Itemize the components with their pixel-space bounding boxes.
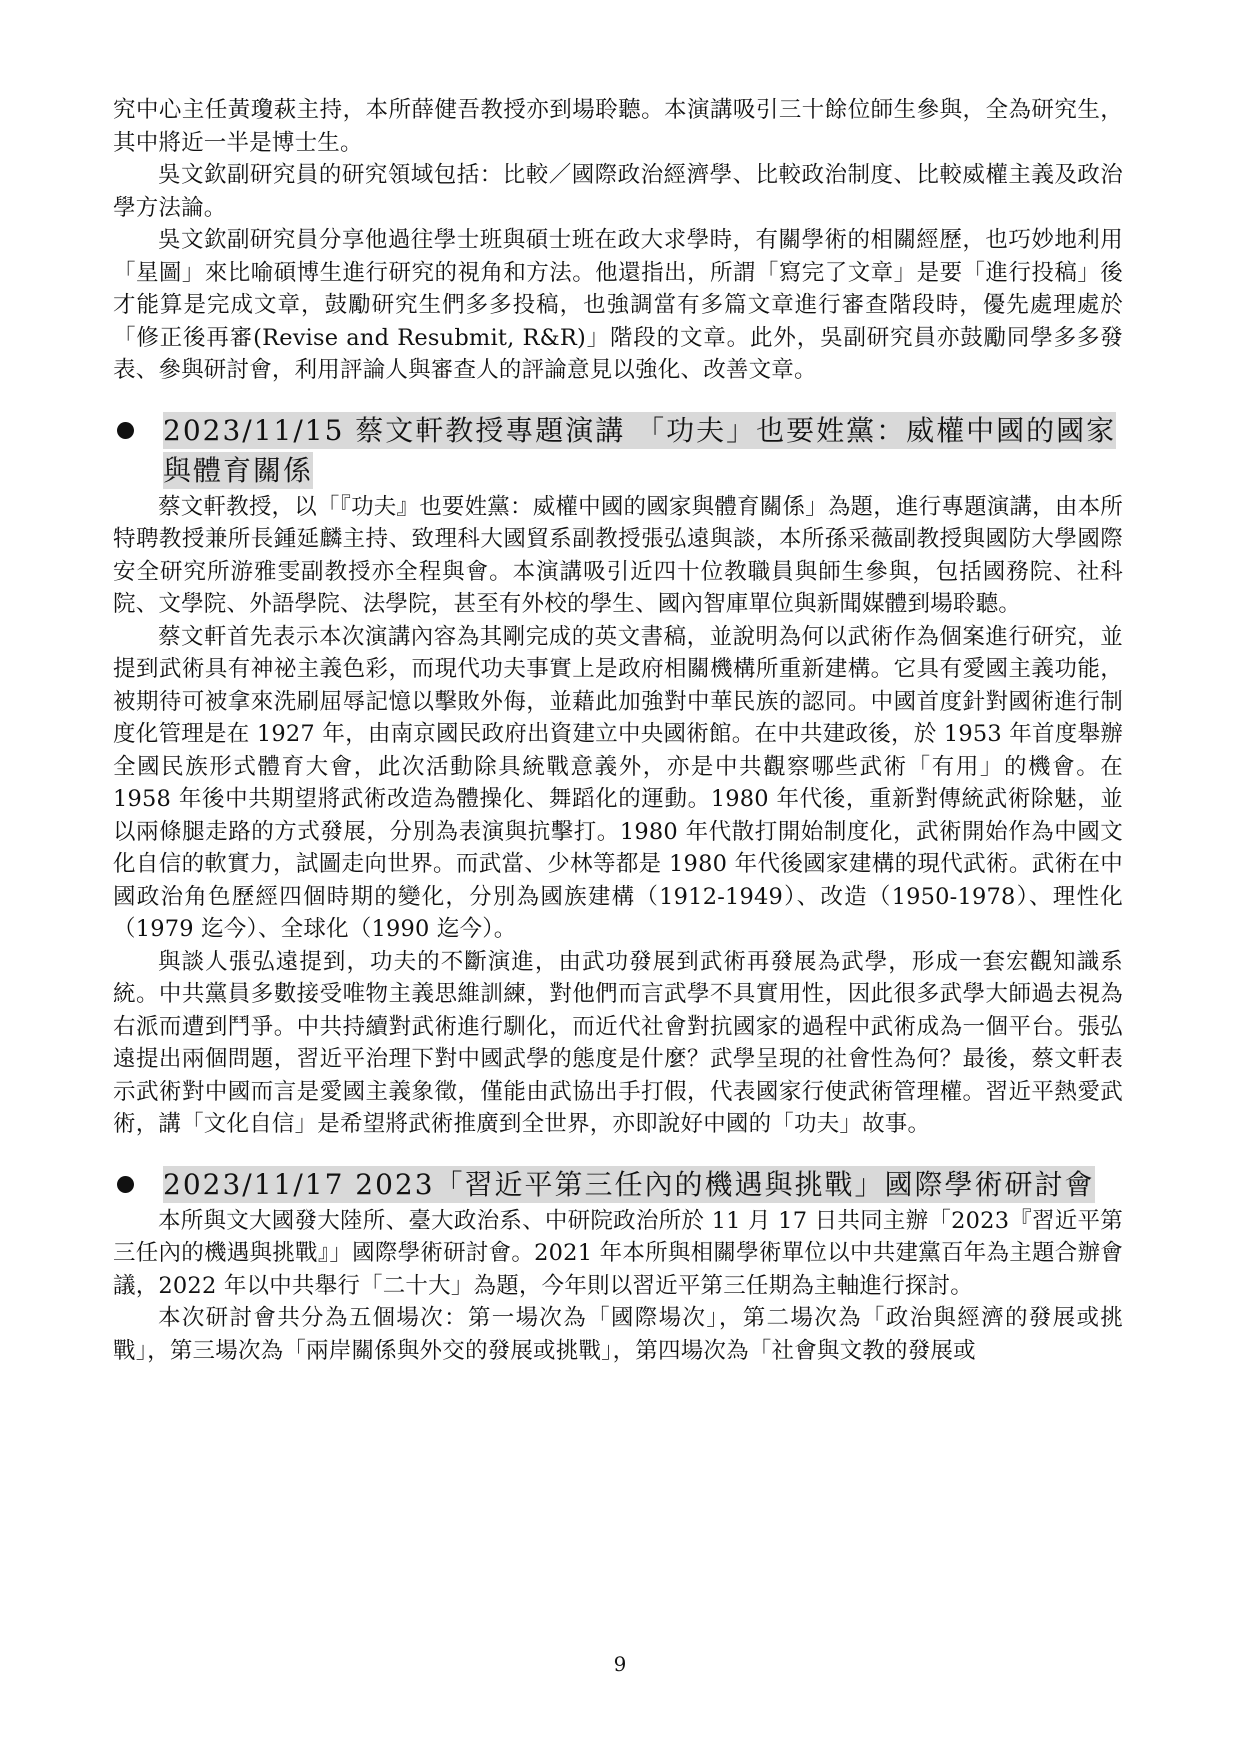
paragraph: 吳文欽副研究員的研究領域包括：比較／國際政治經濟學、比較政治制度、比較威權主義及政治學方法論。	[113, 162, 1123, 221]
paragraph: 吳文欽副研究員分享他過往學士班與碩士班在政大求學時，有關學術的相關經歷，也巧妙地利用「星圖」來比喻碩博生進行研究的視角和方法。他還指出，所謂「寫完了文章」是要「進行投稿」後才能算是完成文章，鼓勵研究生們多多投稿，也強調當有多篇文章進行審查階段時，優先處理處於「修正後再審(Revise and Resubmit, R&R)」階段的文章。此外，吳副研究員亦鼓勵同學多多發表、參與研討會，利用評論人與審查人的評論意見以強化、改善文章。	[113, 227, 1123, 383]
section-conference	[113, 1165, 1123, 1368]
page-number: 9	[613, 1652, 627, 1676]
paragraph: 本次研討會共分為五個場次：第一場次為「國際場次」，第二場次為「政治與經濟的發展或挑戰」，第三場次為「兩岸關係與外交的發展或挑戰」，第四場次為「社會與文教的發展或	[113, 1305, 1123, 1364]
paragraph: 與談人張弘遠提到，功夫的不斷演進，由武功發展到武術再發展為武學，形成一套宏觀知識系統。中共黨員多數接受唯物主義思維訓練，對他們而言武學不具實用性，因此很多武學大師過去視為右派而遭到鬥爭。中共持續對武術進行馴化，而近代社會對抗國家的過程中武術成為一個平台。張弘遠提出兩個問題，習近平治理下對中國武學的態度是什麼？武學呈現的社會性為何？最後，蔡文軒表示武術對中國而言是愛國主義象徵，僅能由武協出手打假，代表國家行使武術管理權。習近平熱愛武術，講「文化自信」是希望將武術推廣到全世界，亦即說好中國的「功夫」故事。	[113, 948, 1123, 1137]
section-heading-text: 2023/11/17 2023「習近平第三任內的機遇與挑戰」國際學術研討會	[163, 1167, 1095, 1201]
section-heading	[163, 411, 1123, 491]
bullet-icon	[117, 422, 134, 439]
paragraph: 本所與文大國發大陸所、臺大政治系、中研院政治所於 11 月 17 日共同主辦「2023『習近平第三任內的機遇與挑戰』」國際學術研討會。2021 年本所與相關學術單位以中共建黨百年為主題合辦會議，2022 年以中共舉行「二十大」為題，今年則以習近平第三任期為主軸進行探討。	[113, 1207, 1123, 1299]
section-heading	[163, 1165, 1123, 1205]
bullet-icon	[117, 1176, 134, 1193]
paragraph: 蔡文軒教授，以「『功夫』也要姓黨：威權中國的國家與體育關係」為題，進行專題演講，由本所特聘教授兼所長鍾延麟主持、致理科大國貿系副教授張弘遠與談，本所孫采薇副教授與國防大學國際安全研究所游雅雯副教授亦全程與會。本演講吸引近四十位教職員與師生參與，包括國務院、社科院、文學院、外語學院、法學院，甚至有外校的學生、國內智庫單位與新聞媒體到場聆聽。	[113, 493, 1123, 617]
document-body	[113, 94, 1123, 1367]
paragraph: 究中心主任黃瓊萩主持，本所薛健吾教授亦到場聆聽。本演講吸引三十餘位師生參與，全為研究生，其中將近一半是博士生。	[113, 97, 1123, 156]
paragraph: 蔡文軒首先表示本次演講內容為其剛完成的英文書稿，並說明為何以武術作為個案進行研究，並提到武術具有神祕主義色彩，而現代功夫事實上是政府相關機構所重新建構。它具有愛國主義功能，被期待可被拿來洗刷屈辱記憶以擊敗外侮，並藉此加強對中華民族的認同。中國首度針對國術進行制度化管理是在 1927 年，由南京國民政府出資建立中央國術館。在中共建政後，於 1953 年首度舉辦全國民族形式體育大會，此次活動除具統戰意義外，亦是中共觀察哪些武術「有用」的機會。在 1958 年後中共期望將武術改造為體操化、舞蹈化的運動。1980 年代後，重新對傳統武術除魅，並以兩條腿走路的方式發展，分別為表演與抗擊打。1980 年代散打開始制度化，武術開始作為中國文化自信的軟實力，試圖走向世界。而武當、少林等都是 1980 年代後國家建構的現代武術。武術在中國政治角色歷經四個時期的變化，分別為國族建構（1912-1949）、改造（1950-1978）、理性化（1979 迄今）、全球化（1990 迄今）。	[113, 623, 1123, 942]
section-heading-text: 2023/11/15 蔡文軒教授專題演講 「功夫」也要姓黨：威權中國的國家與體育關係	[163, 413, 1117, 487]
section-lecture	[113, 411, 1123, 1141]
